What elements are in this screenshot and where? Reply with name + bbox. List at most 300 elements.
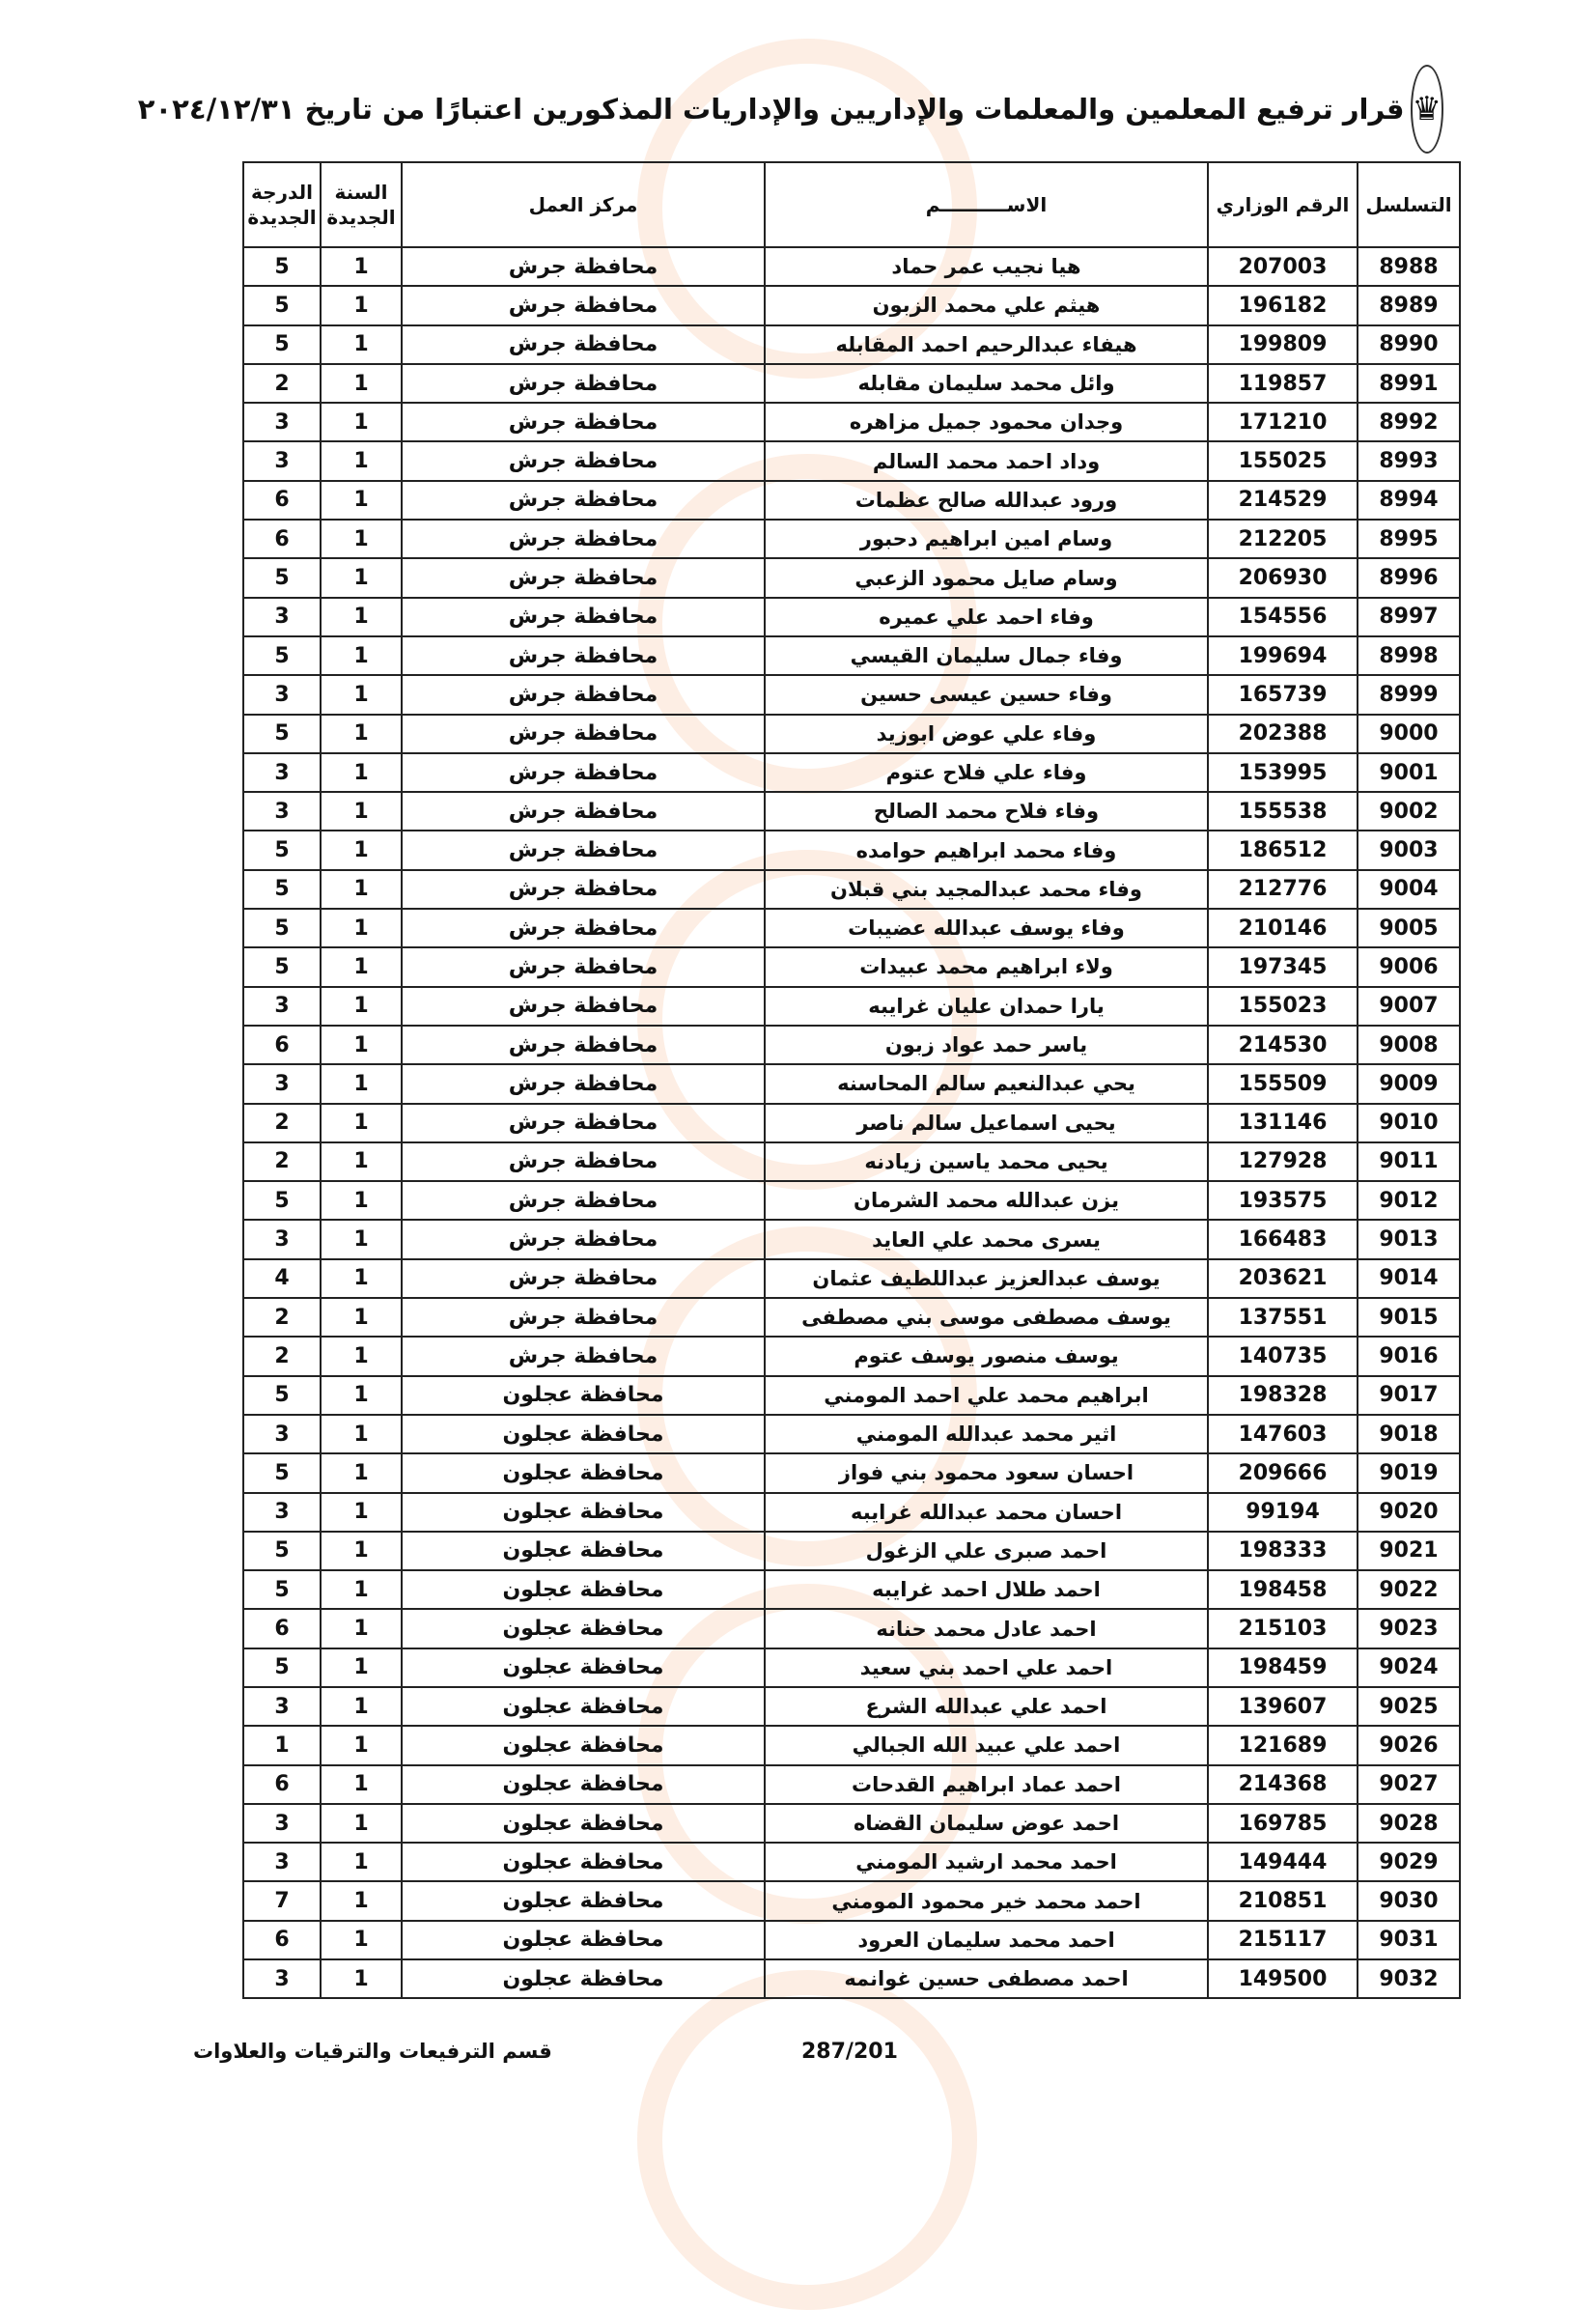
cell-ministry-number: 198333 (1208, 1532, 1358, 1570)
cell-ministry-number: 199809 (1208, 325, 1358, 364)
cell-new-grade: 3 (243, 1804, 321, 1843)
cell-new-grade: 6 (243, 481, 321, 520)
cell-new-grade: 5 (243, 247, 321, 286)
cell-new-year: 1 (321, 1298, 402, 1337)
table-row (243, 1765, 1460, 1804)
table-row (243, 441, 1460, 480)
cell-new-year: 1 (321, 831, 402, 869)
cell-new-grade: 2 (243, 364, 321, 403)
cell-name: وسام امين ابراهيم دحبور (765, 520, 1208, 558)
cell-name: ياسر حمد عواد زبون (765, 1026, 1208, 1064)
cell-name: هيثم علي محمد الزبون (765, 286, 1208, 324)
cell-ministry-number: 198458 (1208, 1570, 1358, 1609)
cell-ministry-number: 149444 (1208, 1843, 1358, 1881)
cell-new-year: 1 (321, 1804, 402, 1843)
cell-workplace: محافظة جرش (402, 987, 765, 1026)
cell-name: يوسف منصور يوسف عتوم (765, 1337, 1208, 1375)
col-header-new-year: السنة الجديدة (321, 162, 402, 247)
cell-new-grade: 3 (243, 792, 321, 831)
cell-workplace: محافظة عجلون (402, 1570, 765, 1609)
table-row (243, 1026, 1460, 1064)
cell-new-grade: 6 (243, 1765, 321, 1804)
cell-new-year: 1 (321, 1687, 402, 1726)
cell-name: يحي عبدالنعيم سالم المحاسنه (765, 1064, 1208, 1103)
cell-name: وفاء جمال سليمان القيسي (765, 636, 1208, 675)
cell-workplace: محافظة جرش (402, 364, 765, 403)
cell-ministry-number: 198328 (1208, 1376, 1358, 1415)
cell-serial: 8988 (1358, 247, 1460, 286)
cell-serial: 8992 (1358, 403, 1460, 441)
cell-name: وسام صايل محمود الزعبي (765, 558, 1208, 597)
cell-serial: 9031 (1358, 1921, 1460, 1959)
cell-workplace: محافظة جرش (402, 1026, 765, 1064)
cell-ministry-number: 214530 (1208, 1026, 1358, 1064)
cell-new-grade: 6 (243, 1026, 321, 1064)
cell-new-grade: 5 (243, 909, 321, 947)
cell-name: احمد محمد سليمان العرود (765, 1921, 1208, 1959)
cell-workplace: محافظة عجلون (402, 1881, 765, 1920)
cell-new-grade: 3 (243, 1959, 321, 1998)
table-header-row (243, 162, 1460, 247)
cell-workplace: محافظة جرش (402, 870, 765, 909)
cell-ministry-number: 153995 (1208, 753, 1358, 792)
table-row (243, 1415, 1460, 1453)
cell-ministry-number: 199694 (1208, 636, 1358, 675)
cell-name: احمد عادل محمد حنانه (765, 1609, 1208, 1648)
table-row (243, 598, 1460, 636)
cell-new-year: 1 (321, 598, 402, 636)
cell-new-year: 1 (321, 1726, 402, 1764)
table-row (243, 1104, 1460, 1142)
cell-workplace: محافظة جرش (402, 947, 765, 986)
cell-new-year: 1 (321, 364, 402, 403)
cell-serial: 9029 (1358, 1843, 1460, 1881)
cell-serial: 9017 (1358, 1376, 1460, 1415)
cell-serial: 9026 (1358, 1726, 1460, 1764)
cell-ministry-number: 197345 (1208, 947, 1358, 986)
table-row (243, 1337, 1460, 1375)
cell-workplace: محافظة عجلون (402, 1687, 765, 1726)
cell-new-grade: 5 (243, 1570, 321, 1609)
cell-name: وفاء يوسف عبدالله عضيبات (765, 909, 1208, 947)
cell-new-grade: 5 (243, 286, 321, 324)
cell-name: يسرى محمد علي العايد (765, 1220, 1208, 1258)
cell-workplace: محافظة جرش (402, 636, 765, 675)
cell-ministry-number: 155538 (1208, 792, 1358, 831)
cell-serial: 9016 (1358, 1337, 1460, 1375)
cell-new-year: 1 (321, 1026, 402, 1064)
cell-serial: 9004 (1358, 870, 1460, 909)
cell-new-year: 1 (321, 1881, 402, 1920)
cell-new-year: 1 (321, 286, 402, 324)
cell-workplace: محافظة جرش (402, 1220, 765, 1258)
cell-new-year: 1 (321, 792, 402, 831)
col-header-workplace: مركز العمل (402, 162, 765, 247)
cell-serial: 8995 (1358, 520, 1460, 558)
cell-name: ابراهيم محمد علي احمد المومني (765, 1376, 1208, 1415)
cell-new-grade: 3 (243, 1064, 321, 1103)
document-title: قرار ترفيع المعلمين والمعلمات والإداريين والإداريات المذكورين اعتبارًا من تاريخ ٢٠٢٤/١٢/٣١ (137, 93, 1405, 126)
table-row (243, 364, 1460, 403)
cell-workplace: محافظة عجلون (402, 1376, 765, 1415)
cell-ministry-number: 212205 (1208, 520, 1358, 558)
cell-new-year: 1 (321, 1493, 402, 1532)
watermark-clock (637, 1970, 977, 2310)
cell-new-year: 1 (321, 1453, 402, 1492)
cell-serial: 8997 (1358, 598, 1460, 636)
cell-new-year: 1 (321, 481, 402, 520)
cell-ministry-number: 198459 (1208, 1648, 1358, 1687)
cell-workplace: محافظة عجلون (402, 1921, 765, 1959)
table-row (243, 1959, 1460, 1998)
table-row (243, 792, 1460, 831)
table-row (243, 1881, 1460, 1920)
cell-serial: 9001 (1358, 753, 1460, 792)
cell-new-year: 1 (321, 1376, 402, 1415)
cell-new-year: 1 (321, 987, 402, 1026)
cell-workplace: محافظة جرش (402, 403, 765, 441)
cell-name: ولاء ابراهيم محمد عبيدات (765, 947, 1208, 986)
cell-ministry-number: 186512 (1208, 831, 1358, 869)
col-header-new-grade: الدرجة الجديدة (243, 162, 321, 247)
cell-name: وجدان محمود جميل مزاهره (765, 403, 1208, 441)
cell-new-year: 1 (321, 1259, 402, 1298)
cell-new-year: 1 (321, 247, 402, 286)
cell-new-year: 1 (321, 675, 402, 714)
department-name: قسم الترفيعات والترقيات والعلاوات (193, 2040, 552, 2063)
cell-new-year: 1 (321, 1415, 402, 1453)
cell-workplace: محافظة جرش (402, 325, 765, 364)
cell-name: يحيى محمد ياسين زيادنه (765, 1142, 1208, 1181)
cell-serial: 9012 (1358, 1181, 1460, 1220)
cell-name: احمد علي احمد بني سعيد (765, 1648, 1208, 1687)
page-number: 287/201 (801, 2040, 898, 2064)
cell-new-grade: 5 (243, 1453, 321, 1492)
cell-ministry-number: 154556 (1208, 598, 1358, 636)
cell-workplace: محافظة عجلون (402, 1959, 765, 1998)
cell-workplace: محافظة عجلون (402, 1804, 765, 1843)
cell-name: وفاء محمد ابراهيم حوامده (765, 831, 1208, 869)
cell-ministry-number: 207003 (1208, 247, 1358, 286)
cell-ministry-number: 140735 (1208, 1337, 1358, 1375)
cell-new-year: 1 (321, 1959, 402, 1998)
cell-name: احمد صبرى علي الزغول (765, 1532, 1208, 1570)
cell-ministry-number: 121689 (1208, 1726, 1358, 1764)
cell-serial: 8994 (1358, 481, 1460, 520)
table-row (243, 1493, 1460, 1532)
cell-workplace: محافظة جرش (402, 520, 765, 558)
cell-workplace: محافظة جرش (402, 1064, 765, 1103)
cell-serial: 9015 (1358, 1298, 1460, 1337)
cell-workplace: محافظة جرش (402, 247, 765, 286)
promotion-table (242, 161, 1461, 1999)
cell-ministry-number: 202388 (1208, 715, 1358, 753)
cell-ministry-number: 139607 (1208, 1687, 1358, 1726)
col-header-serial: التسلسل (1358, 162, 1460, 247)
table-row (243, 1804, 1460, 1843)
cell-serial: 9025 (1358, 1687, 1460, 1726)
cell-new-grade: 3 (243, 1493, 321, 1532)
cell-ministry-number: 214368 (1208, 1765, 1358, 1804)
cell-serial: 8991 (1358, 364, 1460, 403)
cell-ministry-number: 169785 (1208, 1804, 1358, 1843)
cell-serial: 9019 (1358, 1453, 1460, 1492)
cell-workplace: محافظة عجلون (402, 1493, 765, 1532)
cell-new-year: 1 (321, 909, 402, 947)
cell-name: يارا حمدان عليان غرايبه (765, 987, 1208, 1026)
cell-new-grade: 5 (243, 636, 321, 675)
cell-new-year: 1 (321, 636, 402, 675)
cell-name: وفاء احمد علي عميره (765, 598, 1208, 636)
cell-name: اثير محمد عبدالله المومني (765, 1415, 1208, 1453)
cell-ministry-number: 165739 (1208, 675, 1358, 714)
cell-serial: 8998 (1358, 636, 1460, 675)
cell-ministry-number: 166483 (1208, 1220, 1358, 1258)
cell-serial: 8999 (1358, 675, 1460, 714)
cell-serial: 9020 (1358, 1493, 1460, 1532)
cell-serial: 9010 (1358, 1104, 1460, 1142)
cell-new-year: 1 (321, 715, 402, 753)
cell-serial: 8989 (1358, 286, 1460, 324)
cell-serial: 8996 (1358, 558, 1460, 597)
cell-new-year: 1 (321, 1142, 402, 1181)
cell-ministry-number: 210851 (1208, 1881, 1358, 1920)
cell-ministry-number: 155025 (1208, 441, 1358, 480)
cell-new-year: 1 (321, 1765, 402, 1804)
cell-name: احمد عوض سليمان القضاه (765, 1804, 1208, 1843)
cell-serial: 9021 (1358, 1532, 1460, 1570)
cell-ministry-number: 212776 (1208, 870, 1358, 909)
cell-new-grade: 6 (243, 520, 321, 558)
cell-new-grade: 5 (243, 870, 321, 909)
cell-name: وفاء حسين عيسى حسين (765, 675, 1208, 714)
cell-new-year: 1 (321, 1609, 402, 1648)
cell-ministry-number: 193575 (1208, 1181, 1358, 1220)
cell-ministry-number: 137551 (1208, 1298, 1358, 1337)
cell-new-grade: 5 (243, 1532, 321, 1570)
cell-workplace: محافظة جرش (402, 753, 765, 792)
cell-new-year: 1 (321, 1337, 402, 1375)
table-row (243, 1532, 1460, 1570)
cell-new-grade: 3 (243, 753, 321, 792)
cell-workplace: محافظة جرش (402, 1298, 765, 1337)
cell-ministry-number: 214529 (1208, 481, 1358, 520)
table-row (243, 1609, 1460, 1648)
cell-new-grade: 3 (243, 987, 321, 1026)
cell-ministry-number: 196182 (1208, 286, 1358, 324)
cell-name: وفاء محمد عبدالمجيد بني قبلان (765, 870, 1208, 909)
cell-new-year: 1 (321, 441, 402, 480)
cell-workplace: محافظة جرش (402, 715, 765, 753)
cell-workplace: محافظة جرش (402, 286, 765, 324)
cell-name: يوسف عبدالعزيز عبداللطيف عثمان (765, 1259, 1208, 1298)
cell-name: وفاء علي فلاح عتوم (765, 753, 1208, 792)
table-row (243, 753, 1460, 792)
cell-new-year: 1 (321, 1921, 402, 1959)
table-row (243, 715, 1460, 753)
cell-workplace: محافظة جرش (402, 909, 765, 947)
col-header-name: الاســــــــــم (765, 162, 1208, 247)
cell-ministry-number: 147603 (1208, 1415, 1358, 1453)
cell-new-grade: 5 (243, 715, 321, 753)
cell-new-grade: 5 (243, 558, 321, 597)
table-row (243, 1259, 1460, 1298)
cell-new-grade: 3 (243, 1415, 321, 1453)
table-row (243, 909, 1460, 947)
cell-workplace: محافظة جرش (402, 1337, 765, 1375)
cell-new-year: 1 (321, 1104, 402, 1142)
cell-new-year: 1 (321, 1843, 402, 1881)
cell-serial: 9032 (1358, 1959, 1460, 1998)
ministry-seal-icon: ♛ (1411, 65, 1443, 154)
cell-name: احمد محمد خير محمود المومني (765, 1881, 1208, 1920)
cell-new-year: 1 (321, 325, 402, 364)
cell-new-year: 1 (321, 1648, 402, 1687)
table-row (243, 1064, 1460, 1103)
cell-serial: 9005 (1358, 909, 1460, 947)
cell-serial: 8993 (1358, 441, 1460, 480)
cell-workplace: محافظة عجلون (402, 1726, 765, 1764)
table-row (243, 1298, 1460, 1337)
cell-new-grade: 5 (243, 325, 321, 364)
table-row (243, 1726, 1460, 1764)
cell-new-grade: 3 (243, 441, 321, 480)
cell-workplace: محافظة جرش (402, 558, 765, 597)
col-header-ministry-number: الرقم الوزاري (1208, 162, 1358, 247)
cell-ministry-number: 206930 (1208, 558, 1358, 597)
cell-serial: 9007 (1358, 987, 1460, 1026)
table-row (243, 1570, 1460, 1609)
cell-workplace: محافظة عجلون (402, 1453, 765, 1492)
table-row (243, 1648, 1460, 1687)
table-row (243, 1376, 1460, 1415)
cell-name: احسان محمد عبدالله غرايبه (765, 1493, 1208, 1532)
cell-workplace: محافظة عجلون (402, 1843, 765, 1881)
cell-serial: 9008 (1358, 1026, 1460, 1064)
cell-serial: 9018 (1358, 1415, 1460, 1453)
cell-new-grade: 2 (243, 1337, 321, 1375)
cell-serial: 9014 (1358, 1259, 1460, 1298)
table-row (243, 636, 1460, 675)
cell-ministry-number: 215103 (1208, 1609, 1358, 1648)
document-header (137, 75, 1443, 143)
cell-name: احسان سعود محمود بني فواز (765, 1453, 1208, 1492)
cell-new-grade: 2 (243, 1104, 321, 1142)
cell-workplace: محافظة جرش (402, 1142, 765, 1181)
cell-new-year: 1 (321, 753, 402, 792)
cell-new-year: 1 (321, 1064, 402, 1103)
cell-new-grade: 4 (243, 1259, 321, 1298)
cell-new-year: 1 (321, 1220, 402, 1258)
table-row (243, 325, 1460, 364)
cell-workplace: محافظة عجلون (402, 1648, 765, 1687)
cell-serial: 9022 (1358, 1570, 1460, 1609)
cell-workplace: محافظة جرش (402, 481, 765, 520)
cell-workplace: محافظة عجلون (402, 1765, 765, 1804)
cell-new-grade: 3 (243, 675, 321, 714)
table-row (243, 403, 1460, 441)
table-row (243, 1181, 1460, 1220)
cell-workplace: محافظة جرش (402, 1181, 765, 1220)
cell-new-grade: 3 (243, 598, 321, 636)
cell-name: وفاء فلاح محمد الصالح (765, 792, 1208, 831)
table-row (243, 1843, 1460, 1881)
cell-serial: 9009 (1358, 1064, 1460, 1103)
cell-serial: 9024 (1358, 1648, 1460, 1687)
cell-workplace: محافظة عجلون (402, 1415, 765, 1453)
cell-name: هيفاء عبدالرحيم احمد المقابله (765, 325, 1208, 364)
cell-new-year: 1 (321, 403, 402, 441)
table-row (243, 987, 1460, 1026)
cell-serial: 9003 (1358, 831, 1460, 869)
table-row (243, 1921, 1460, 1959)
cell-workplace: محافظة جرش (402, 675, 765, 714)
cell-name: ورود عبدالله صالح عظمات (765, 481, 1208, 520)
cell-name: احمد علي عبيد الله الجبالي (765, 1726, 1208, 1764)
cell-ministry-number: 149500 (1208, 1959, 1358, 1998)
cell-workplace: محافظة جرش (402, 1104, 765, 1142)
cell-name: احمد عماد ابراهيم القدحات (765, 1765, 1208, 1804)
cell-name: وداد احمد محمد السالم (765, 441, 1208, 480)
table-row (243, 558, 1460, 597)
cell-new-grade: 5 (243, 1648, 321, 1687)
cell-name: احمد محمد ارشيد المومني (765, 1843, 1208, 1881)
cell-serial: 9028 (1358, 1804, 1460, 1843)
table-row (243, 1220, 1460, 1258)
cell-serial: 9023 (1358, 1609, 1460, 1648)
cell-workplace: محافظة جرش (402, 1259, 765, 1298)
cell-new-grade: 6 (243, 1609, 321, 1648)
cell-ministry-number: 99194 (1208, 1493, 1358, 1532)
cell-new-year: 1 (321, 870, 402, 909)
cell-new-grade: 5 (243, 1181, 321, 1220)
cell-new-grade: 5 (243, 1376, 321, 1415)
cell-workplace: محافظة عجلون (402, 1609, 765, 1648)
cell-new-grade: 6 (243, 1921, 321, 1959)
cell-name: احمد طلال احمد غرايبه (765, 1570, 1208, 1609)
cell-name: يزن عبدالله محمد الشرمان (765, 1181, 1208, 1220)
cell-ministry-number: 119857 (1208, 364, 1358, 403)
cell-ministry-number: 155509 (1208, 1064, 1358, 1103)
cell-new-grade: 3 (243, 1687, 321, 1726)
table-row (243, 1142, 1460, 1181)
cell-workplace: محافظة جرش (402, 441, 765, 480)
cell-new-grade: 3 (243, 1220, 321, 1258)
cell-ministry-number: 203621 (1208, 1259, 1358, 1298)
cell-ministry-number: 210146 (1208, 909, 1358, 947)
table-row (243, 675, 1460, 714)
cell-serial: 9013 (1358, 1220, 1460, 1258)
cell-serial: 8990 (1358, 325, 1460, 364)
cell-name: يوسف مصطفى موسى بني مصطفى (765, 1298, 1208, 1337)
cell-new-year: 1 (321, 1570, 402, 1609)
cell-new-grade: 3 (243, 1843, 321, 1881)
cell-ministry-number: 171210 (1208, 403, 1358, 441)
table-row (243, 520, 1460, 558)
cell-new-grade: 2 (243, 1142, 321, 1181)
cell-name: احمد مصطفى حسين غوانمه (765, 1959, 1208, 1998)
cell-new-year: 1 (321, 1532, 402, 1570)
cell-ministry-number: 209666 (1208, 1453, 1358, 1492)
cell-new-grade: 3 (243, 403, 321, 441)
cell-workplace: محافظة جرش (402, 792, 765, 831)
cell-workplace: محافظة جرش (402, 598, 765, 636)
cell-ministry-number: 155023 (1208, 987, 1358, 1026)
cell-serial: 9011 (1358, 1142, 1460, 1181)
cell-new-year: 1 (321, 947, 402, 986)
cell-name: وائل محمد سليمان مقابله (765, 364, 1208, 403)
cell-workplace: محافظة جرش (402, 831, 765, 869)
